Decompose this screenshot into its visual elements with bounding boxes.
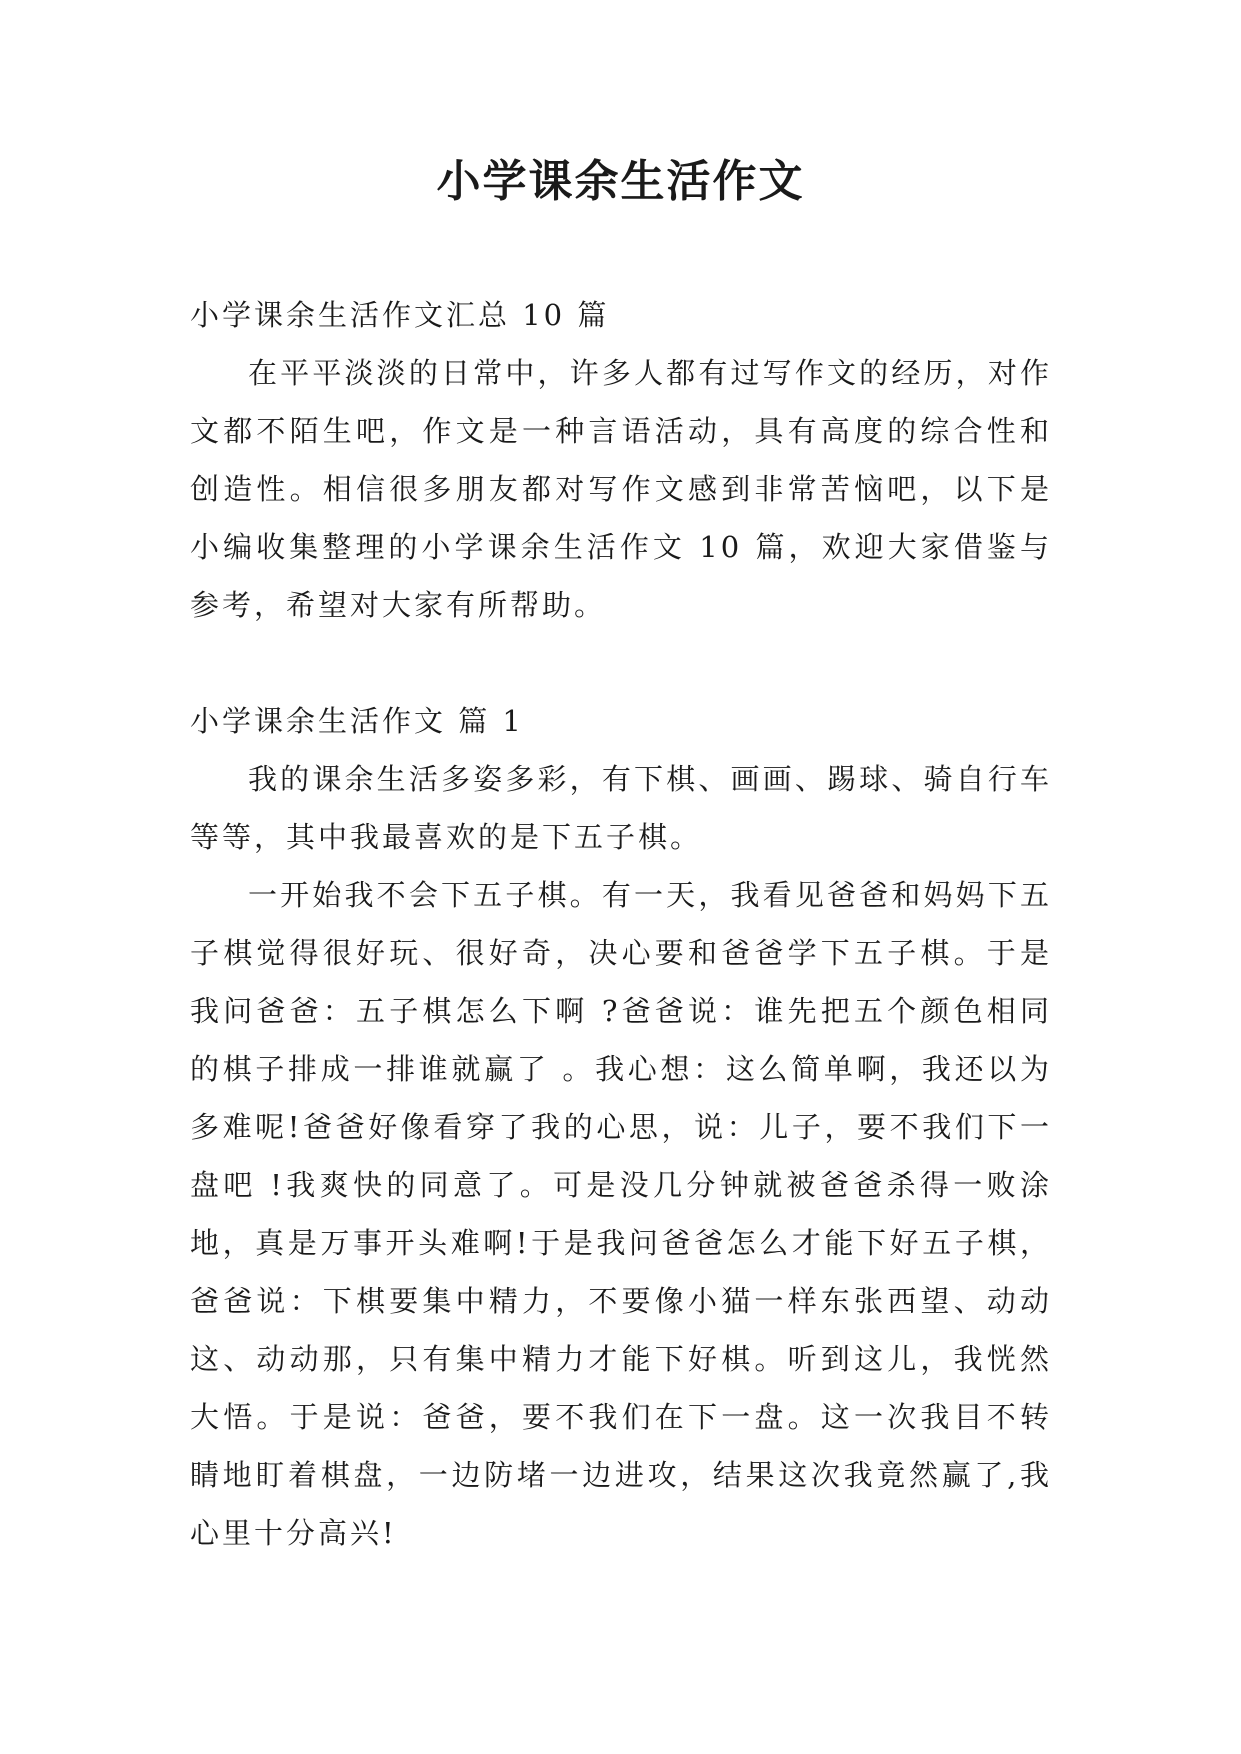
section-paragraph: 一开始我不会下五子棋。有一天，我看见爸爸和妈妈下五子棋觉得很好玩、很好奇，决心要和爸爸学下五子棋。于是我问爸爸：五子棋怎么下啊 ?爸爸说：谁先把五个颜色相同的棋子排成一排谁就赢了 。我心想：这么简单啊，我还以为多难呢!爸爸好像看穿了我的心思，说：儿子，要不我们下一盘吧 !我爽快的同意了。可是没几分钟就被爸爸杀得一败涂地，真是万事开头难啊!于是我问爸爸怎么才能下好五子棋，爸爸说：下棋要集中精力，不要像小猫一样东张西望、动动这、动动那，只有集中精力才能下好棋。听到这儿，我恍然大悟。于是说：爸爸，要不我们在下一盘。这一次我目不转睛地盯着棋盘，一边防堵一边进攻，结果这次我竟然赢了,我心里十分高兴! — [190, 878, 1052, 1550]
document-body — [190, 286, 1052, 1562]
intro-paragraph: 在平平淡淡的日常中，许多人都有过写作文的经历，对作文都不陌生吧，作文是一种言语活动，具有高度的综合性和创造性。相信很多朋友都对写作文感到非常苦恼吧，以下是小编收集整理的小学课余生活作文 10 篇，欢迎大家借鉴与参考，希望对大家有所帮助。 — [190, 356, 1052, 622]
section-paragraph: 我的课余生活多姿多彩，有下棋、画画、踢球、骑自行车等等，其中我最喜欢的是下五子棋。 — [190, 762, 1052, 854]
section-spacer — [190, 634, 1052, 692]
section-heading: 小学课余生活作文 篇 1 — [190, 704, 524, 738]
document-title: 小学课余生活作文 — [436, 156, 805, 207]
intro-heading: 小学课余生活作文汇总 10 篇 — [190, 298, 610, 332]
